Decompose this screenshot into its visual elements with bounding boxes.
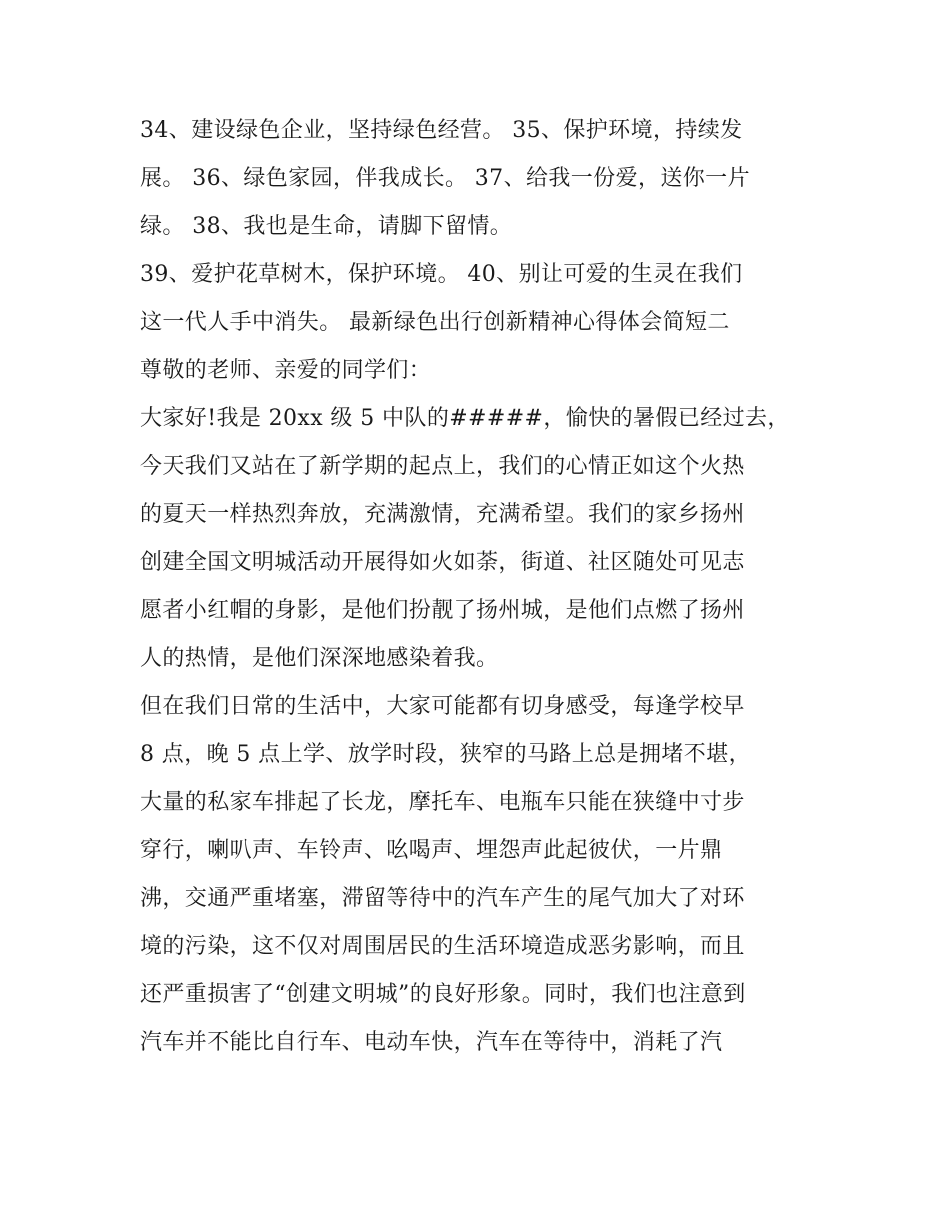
text-line: 愿者小红帽的身影，是他们扮靓了扬州城，是他们点燃了扬州 bbox=[140, 598, 745, 623]
text-line: 穿行，喇叭声、车铃声、吆喝声、埋怨声此起彼伏，一片鼎 bbox=[140, 838, 723, 863]
text-line: 尊敬的老师、亲爱的同学们： bbox=[140, 358, 432, 383]
text-line: 但在我们日常的生活中，大家可能都有切身感受，每逢学校早 bbox=[140, 694, 745, 719]
text-line: 大家好!我是 20xx 级 5 中队的#####，愉快的暑假已经过去， bbox=[140, 406, 790, 431]
text-line: 大量的私家车排起了长龙，摩托车、电瓶车只能在狭缝中寸步 bbox=[140, 790, 745, 815]
text-line: 8 点，晚 5 点上学、放学时段，狭窄的马路上总是拥堵不堪， bbox=[140, 742, 751, 767]
text-line: 今天我们又站在了新学期的起点上，我们的心情正如这个火热 bbox=[140, 454, 745, 479]
document-body bbox=[140, 107, 820, 1067]
text-line: 还严重损害了“创建文明城”的良好形象。同时，我们也注意到 bbox=[140, 982, 746, 1007]
text-line: 这一代人手中消失。 最新绿色出行创新精神心得体会简短二 bbox=[140, 310, 730, 335]
text-line: 34、建设绿色企业，坚持绿色经营。 35、保护环境，持续发 bbox=[140, 118, 743, 143]
text-line: 境的污染，这不仅对周围居民的生活环境造成恶劣影响，而且 bbox=[140, 934, 745, 959]
text-line: 沸，交通严重堵塞，滞留等待中的汽车产生的尾气加大了对环 bbox=[140, 886, 745, 911]
text-line: 的夏天一样热烈奔放，充满激情，充满希望。我们的家乡扬州 bbox=[140, 502, 745, 527]
text-line: 绿。 38、我也是生命，请脚下留情。 bbox=[140, 214, 513, 239]
text-line: 展。 36、绿色家园，伴我成长。 37、给我一份爱，送你一片 bbox=[140, 166, 750, 191]
text-line: 39、爱护花草树木，保护环境。 40、别让可爱的生灵在我们 bbox=[140, 262, 743, 287]
text-line: 创建全国文明城活动开展得如火如荼，街道、社区随处可见志 bbox=[140, 550, 745, 575]
text-line: 人的热情，是他们深深地感染着我。 bbox=[140, 646, 499, 671]
text-line: 汽车并不能比自行车、电动车快，汽车在等待中，消耗了汽 bbox=[140, 1030, 723, 1055]
